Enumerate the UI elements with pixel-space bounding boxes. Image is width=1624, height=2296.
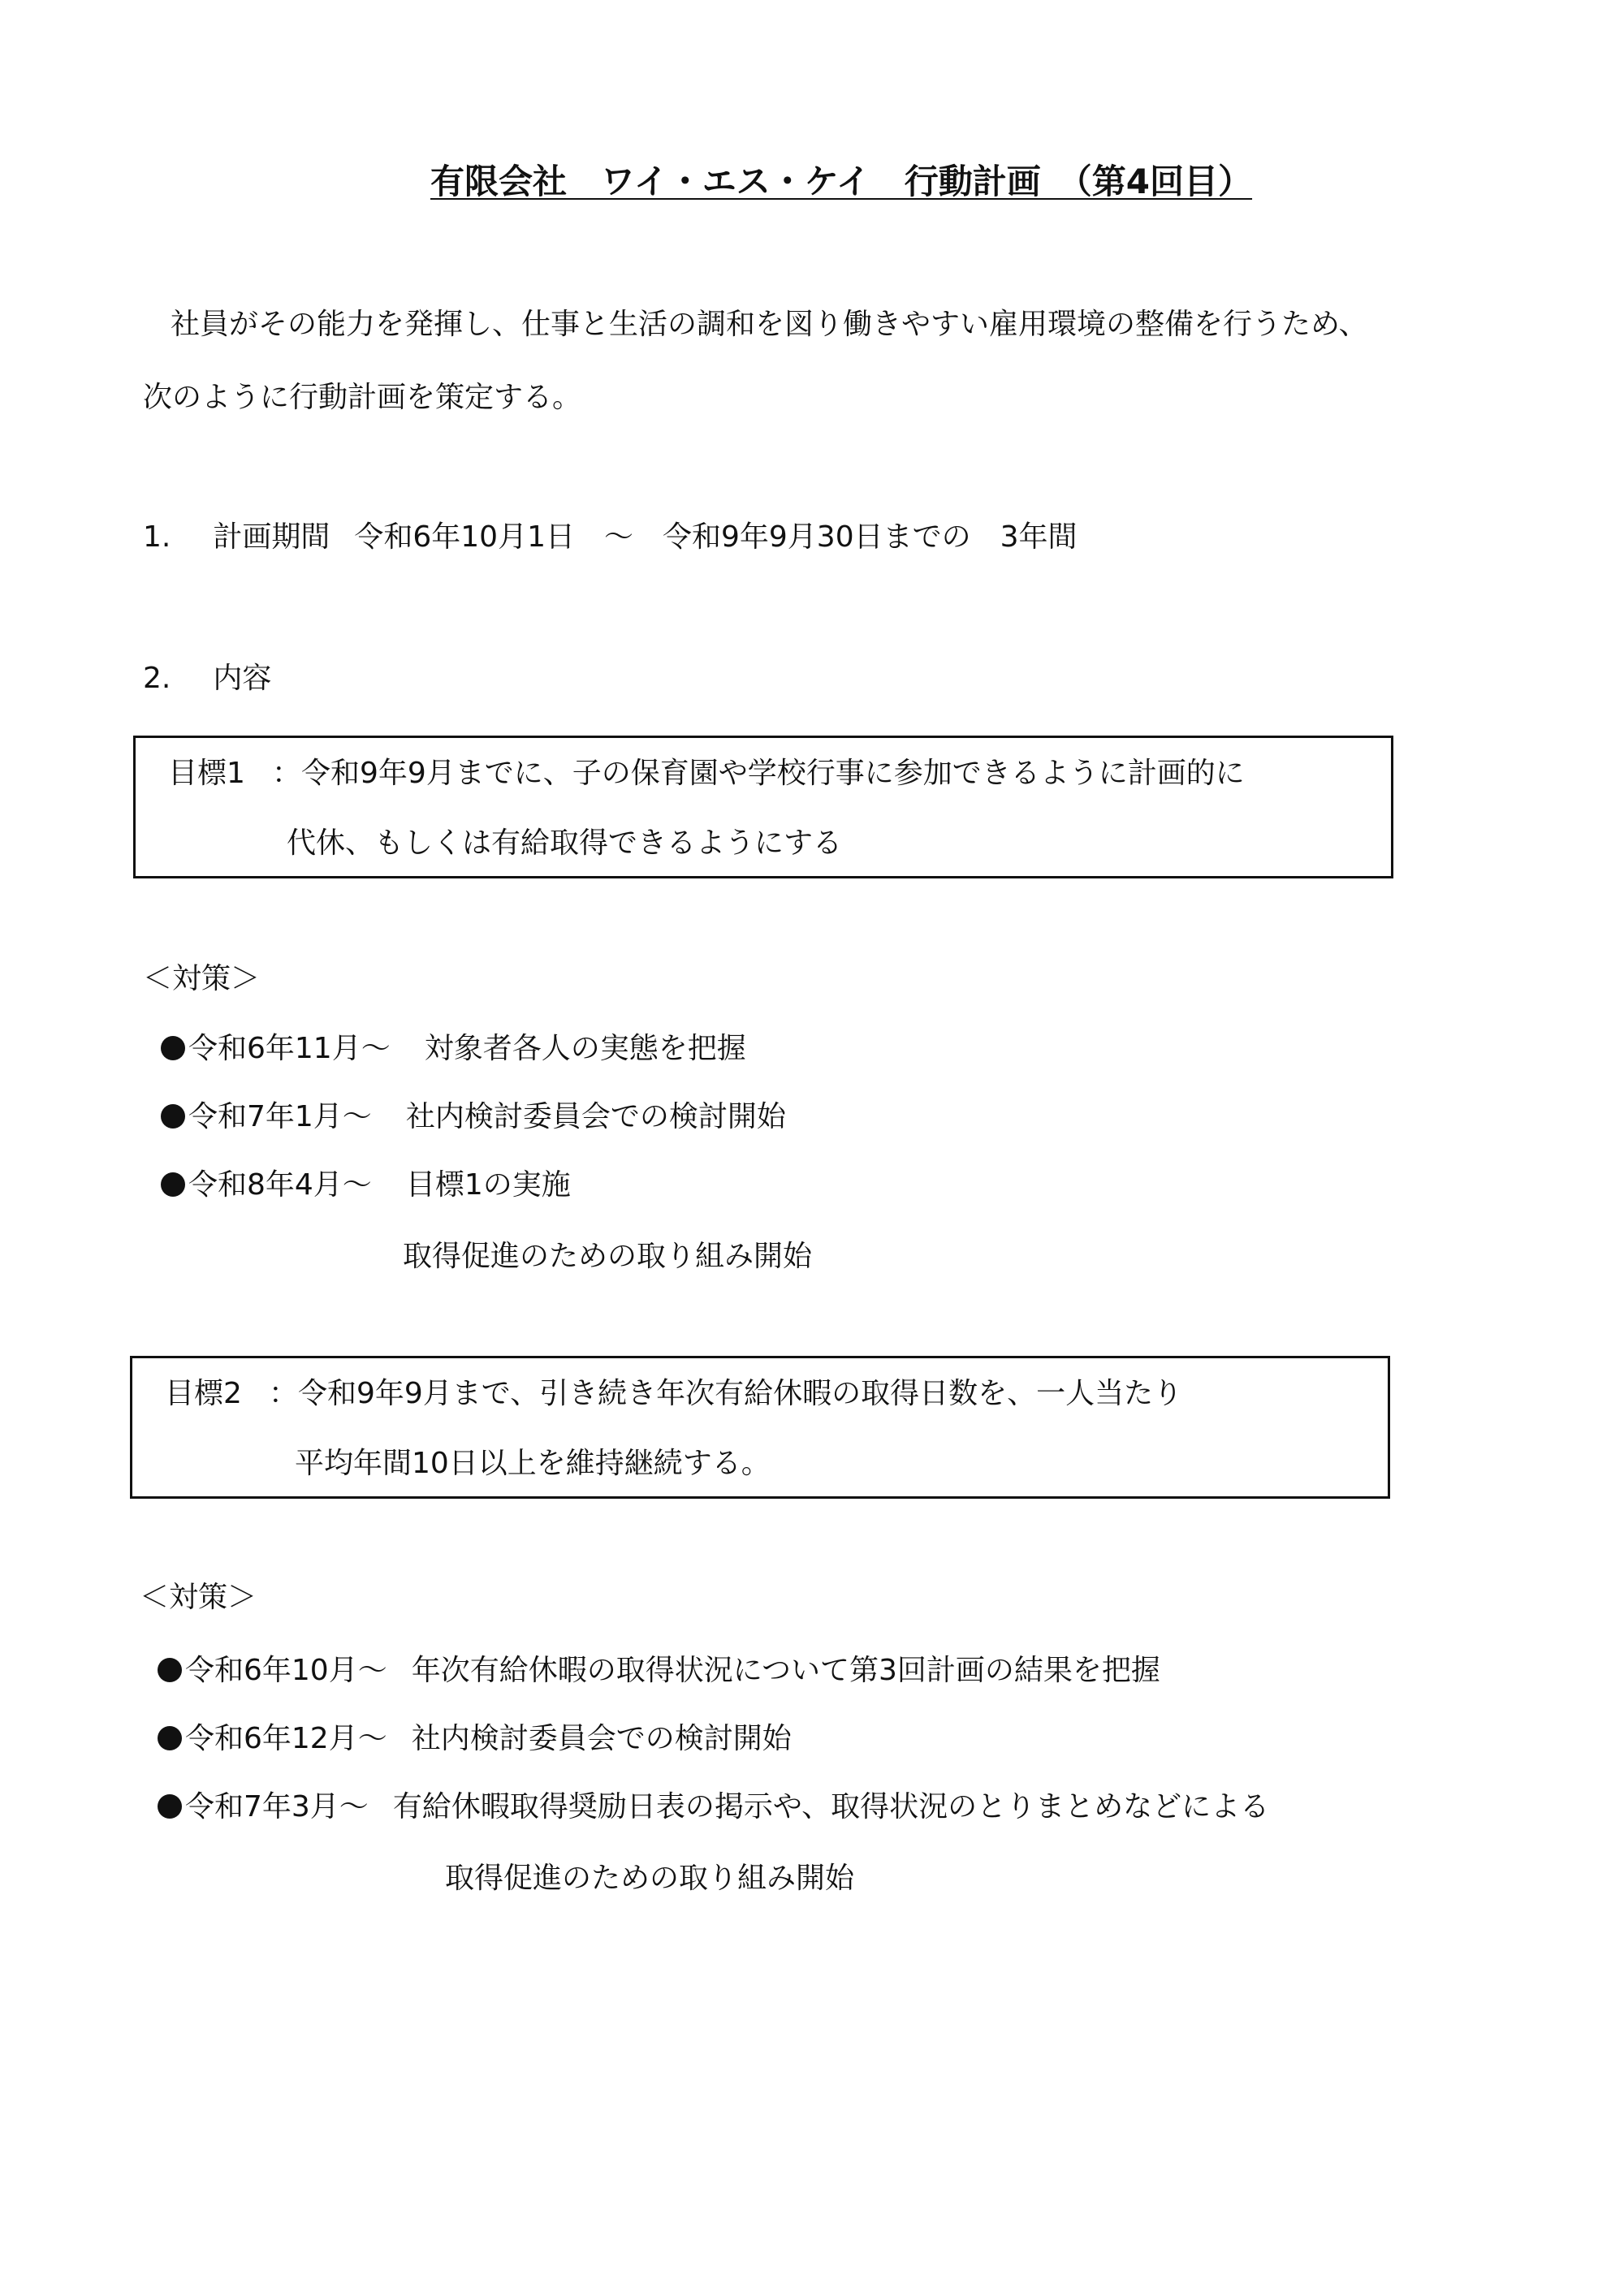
goal-1-label: 目標1 [168,757,245,790]
measure-2-item-3 [158,1788,1269,1827]
measure-date: 令和6年12月～ [185,1722,387,1755]
section-2-number: 2. [143,662,171,695]
measure-date: 令和7年3月～ [185,1790,369,1823]
section-2-heading [143,659,271,698]
document-title: 有限会社 ワイ・エス・ケイ 行動計画 （第4回目） [430,162,1253,201]
measure-date: 令和8年4月～ [188,1168,372,1202]
section-1-number: 1. [143,520,171,554]
bullet-icon [161,1104,185,1129]
plan-period: 令和6年10月1日 ～ 令和9年9月30日までの 3年間 [354,520,1078,554]
measure-text: 目標1の実施 [405,1168,571,1202]
measure-2-continuation: 取得促進のための取り組み開始 [445,1862,855,1895]
measure-text: 有給休暇取得奨励日表の掲示や、取得状況のとりまとめなどによる [392,1790,1270,1823]
bullet-icon [158,1794,182,1819]
goal-1-line-2: 代休、もしくは有給取得できるようにする [287,826,843,860]
measures-1-heading: ＜対策＞ [143,962,261,995]
goal-1-box [133,736,1393,878]
bullet-icon [158,1658,182,1682]
measure-1-continuation: 取得促進のための取り組み開始 [403,1240,813,1273]
measure-text: 対象者各人の実態を把握 [424,1032,746,1065]
intro-line-1: 社員がその能力を発揮し、仕事と生活の調和を図り働きやすい雇用環境の整備を行うため、 [171,308,1368,341]
goal-1-line-1: ：令和9年9月までに、子の保育園や学校行事に参加できるように計画的に [272,757,1245,790]
measure-date: 令和6年11月～ [188,1032,391,1065]
goal-2-box [130,1356,1390,1499]
measure-text: 社内検討委員会での検討開始 [405,1100,786,1133]
measure-text: 社内検討委員会での検討開始 [411,1722,792,1755]
bullet-icon [161,1172,185,1197]
intro-line-2: 次のように行動計画を策定する。 [143,381,582,414]
measure-2-item-1 [158,1651,1160,1690]
measure-date: 令和6年10月～ [185,1654,387,1687]
goal-2-line-1: ：令和9年9月まで、引き続き年次有給休暇の取得日数を、一人当たり [269,1377,1183,1410]
goal-2-label: 目標2 [165,1377,242,1410]
section-1-heading [143,518,1078,557]
section-2-label: 内容 [213,662,272,695]
measure-1-item-3 [161,1166,571,1205]
section-1-label: 計画期間 [213,520,330,554]
measure-2-item-2 [158,1720,792,1759]
bullet-icon [158,1726,182,1750]
measure-1-item-2 [161,1098,786,1137]
measure-date: 令和7年1月～ [188,1100,372,1133]
measure-1-item-1 [161,1029,746,1068]
measure-text: 年次有給休暇の取得状況について第3回計画の結果を把握 [411,1654,1160,1687]
goal-2-line-2: 平均年間10日以上を維持継続する。 [295,1447,771,1480]
bullet-icon [161,1036,185,1060]
measures-2-heading: ＜対策＞ [140,1581,257,1614]
